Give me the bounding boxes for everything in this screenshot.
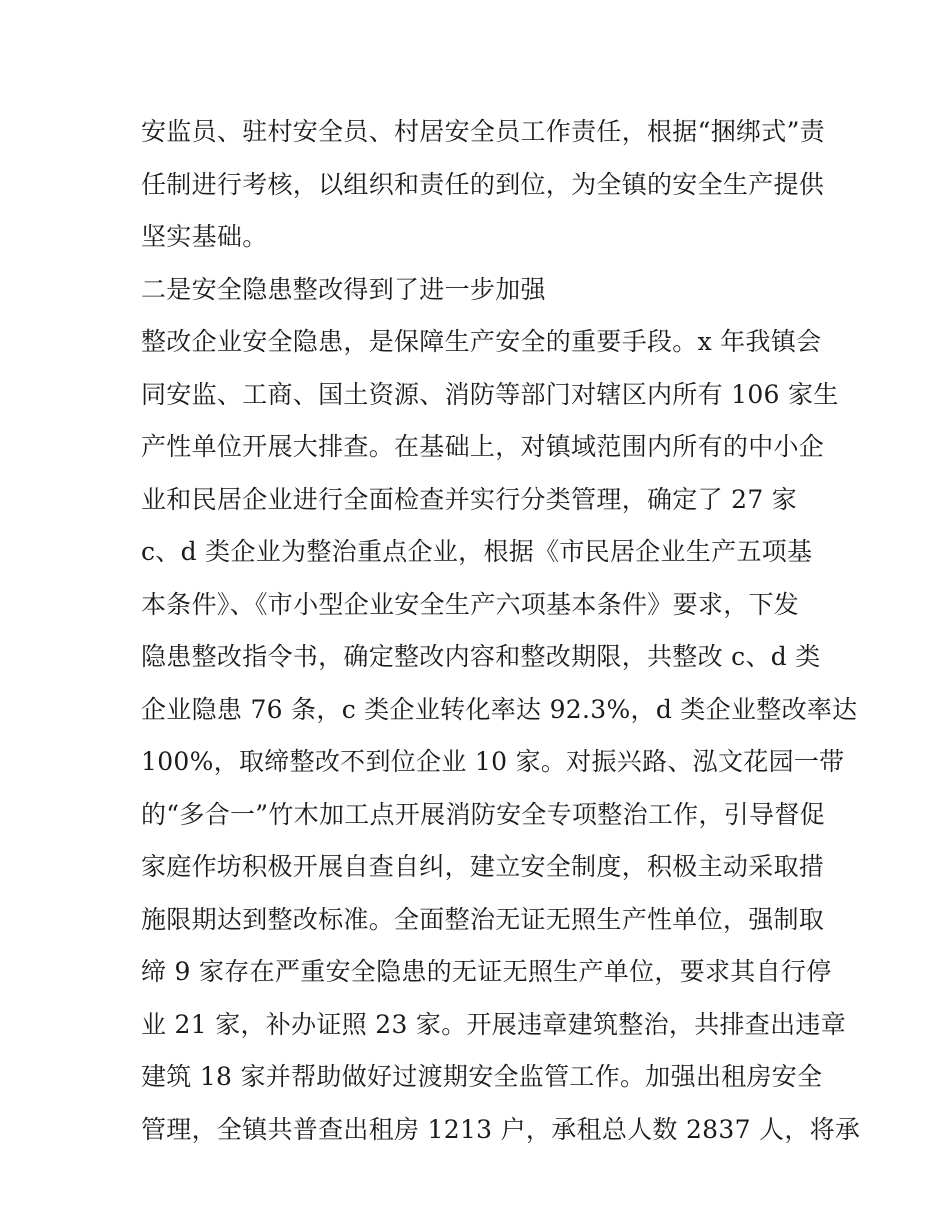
text-line: 同安监、工商、国土资源、消防等部门对辖区内所有 106 家生 bbox=[141, 379, 839, 409]
text-line: 隐患整改指令书，确定整改内容和整改期限，共整改 c、d 类 bbox=[141, 642, 821, 671]
text-line: c、d 类企业为整治重点企业，根据《市民居企业生产五项基 bbox=[141, 537, 813, 566]
text-line: 企业隐患 76 条，c 类企业转化率达 92.3%，d 类企业整改率达 bbox=[141, 694, 858, 724]
text-line: 100%，取缔整改不到位企业 10 家。对振兴路、泓文花园一带 bbox=[141, 747, 845, 776]
text-line: 建筑 18 家并帮助做好过渡期安全监管工作。加强出租房安全 bbox=[141, 1062, 823, 1091]
text-line: 整改企业安全隐患，是保障生产安全的重要手段。x 年我镇会 bbox=[141, 327, 822, 356]
text-line: 产性单位开展大排查。在基础上，对镇域范围内所有的中小企 bbox=[141, 432, 825, 461]
text-line: 任制进行考核，以组织和责任的到位，为全镇的安全生产提供 bbox=[141, 169, 825, 199]
text-line: 业和民居企业进行全面检查并实行分类管理，确定了 27 家 bbox=[141, 484, 798, 514]
section-heading: 二是安全隐患整改得到了进一步加强 bbox=[141, 274, 546, 304]
text-line: 缔 9 家存在严重安全隐患的无证无照生产单位，要求其自行停 bbox=[141, 957, 832, 986]
text-line: 的“多合一”竹木加工点开展消防安全专项整治工作，引导督促 bbox=[141, 799, 825, 829]
text-line: 业 21 家，补办证照 23 家。开展违章建筑整治，共排查出违章 bbox=[141, 1009, 847, 1039]
text-line: 施限期达到整改标准。全面整治无证无照生产性单位，强制取 bbox=[141, 904, 825, 934]
text-line: 管理，全镇共普查出租房 1213 户，承租总人数 2837 人，将承 bbox=[141, 1114, 861, 1144]
document-body bbox=[141, 106, 861, 1156]
text-line: 本条件》、《市小型企业安全生产六项基本条件》要求，下发 bbox=[141, 589, 800, 619]
text-line: 坚实基础。 bbox=[141, 222, 268, 251]
text-line: 安监员、驻村安全员、村居安全员工作责任，根据“捆绑式”责 bbox=[141, 117, 825, 146]
text-line: 家庭作坊积极开展自查自纠，建立安全制度，积极主动采取措 bbox=[141, 852, 825, 881]
